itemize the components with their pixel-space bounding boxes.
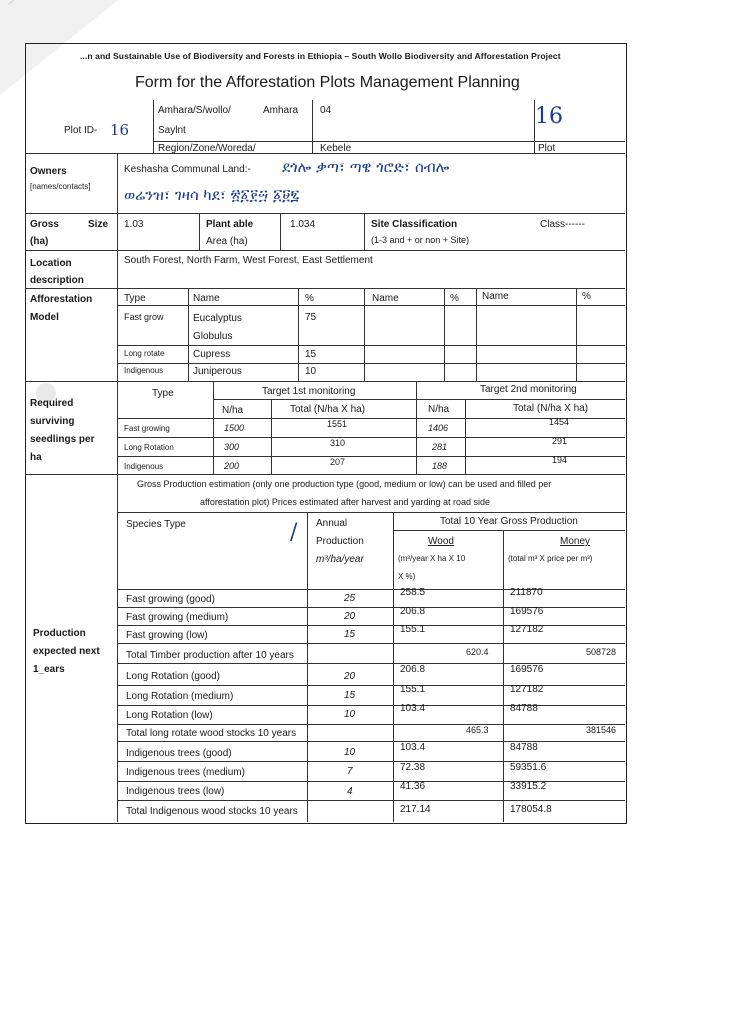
indig-good-wood: 103.4 — [400, 742, 426, 753]
wood-header: Wood — [428, 536, 454, 547]
gross-unit-label: (ha) — [30, 236, 49, 247]
long-low-wood: 103.4 — [400, 703, 426, 714]
model-row-name: Juniperous — [193, 366, 242, 377]
model-row-name2: Globulus — [193, 331, 233, 342]
nha-header: N/ha — [222, 405, 244, 416]
long-medium-label: Long Rotation (medium) — [126, 691, 234, 702]
plot-label: Plot — [538, 143, 556, 154]
divider — [117, 724, 625, 725]
seedlings-row-type: Indigenous — [124, 462, 164, 471]
fast-low-wood: 155.1 — [400, 624, 426, 635]
divider — [117, 625, 625, 626]
divider — [117, 363, 625, 364]
class-label: Class------ — [540, 219, 585, 230]
divider — [188, 288, 189, 381]
model-header-pct3: % — [582, 291, 591, 302]
long-medium-annual: 15 — [344, 690, 356, 701]
seedlings-row-type: Fast growing — [124, 424, 170, 433]
divider — [117, 705, 625, 706]
annual-header-3: m³/ha/year — [316, 554, 364, 565]
location-description-label: description — [30, 275, 84, 286]
long-good-label: Long Rotation (good) — [126, 671, 220, 682]
label-column-divider — [117, 153, 118, 822]
plantable-area-label: Area (ha) — [206, 236, 248, 247]
seedlings-row-n1: 1500 — [224, 423, 245, 433]
afforestation-label: Afforestation — [30, 294, 93, 305]
site-classification-label: Site Classification — [371, 219, 458, 230]
region-line1: Amhara/S/wollo/ — [158, 105, 231, 116]
long-low-annual: 10 — [344, 709, 356, 720]
plot-id-label: Plot ID- — [64, 125, 98, 136]
seedlings-per-label: seedlings per — [30, 434, 95, 445]
owners-handwritten-line2: ወሬንዝ፣ ገዛሳ ካደ፣ ፳፩፻፵ ፩፱፯ — [124, 186, 300, 204]
indig-medium-annual: 7 — [347, 766, 353, 777]
divider — [117, 456, 625, 457]
fast-medium-money: 169576 — [510, 606, 544, 617]
timber-total-wood: 620.4 — [466, 647, 489, 657]
divider — [364, 288, 365, 381]
long-medium-wood: 155.1 — [400, 684, 426, 695]
divider — [307, 512, 308, 822]
model-header-pct: % — [305, 293, 314, 304]
indig-total-label: Total Indigenous wood stocks 10 years — [126, 806, 298, 817]
indig-low-annual: 4 — [347, 786, 353, 797]
seedlings-row-n1: 200 — [224, 461, 240, 471]
plantable-value: 1.034 — [290, 219, 316, 230]
indig-medium-wood: 72.38 — [400, 762, 426, 773]
long-total-wood: 465.3 — [466, 725, 489, 735]
seedlings-row-t2: 1454 — [549, 417, 570, 427]
divider — [117, 643, 625, 644]
gross-label: Gross — [30, 219, 59, 230]
form-title: Form for the Afforestation Plots Management Planning — [135, 74, 520, 91]
fast-medium-label: Fast growing (medium) — [126, 612, 229, 623]
fast-good-label: Fast growing (good) — [126, 594, 215, 605]
divider — [117, 589, 625, 590]
region-label: Region/Zone/Woreda/ — [158, 143, 256, 154]
region-value: Amhara — [263, 105, 299, 116]
divider — [213, 381, 214, 474]
model-row-type: Fast grow — [124, 312, 164, 322]
kebele-label: Kebele — [320, 143, 352, 154]
target-1st-monitoring: Target 1st monitoring — [262, 386, 356, 397]
long-total-money: 381546 — [586, 725, 617, 735]
indig-good-label: Indigenous trees (good) — [126, 748, 232, 759]
row-divider — [25, 213, 625, 214]
indig-medium-label: Indigenous trees (medium) — [126, 767, 245, 778]
long-low-label: Long Rotation (low) — [126, 710, 213, 721]
production-intro-2: afforestation plot) Prices estimated after harvest and yarding at road side — [200, 497, 490, 507]
seedlings-row-t1: 310 — [330, 438, 346, 448]
divider — [416, 381, 417, 474]
fast-low-label: Fast growing (low) — [126, 630, 208, 641]
divider — [117, 437, 625, 438]
nha-header-2: N/ha — [428, 404, 450, 415]
seedlings-row-t1: 207 — [330, 457, 346, 467]
model-header-name: Name — [193, 293, 220, 304]
divider — [117, 761, 625, 762]
surviving-label: surviving — [30, 416, 75, 427]
kebele-value: 04 — [320, 105, 332, 116]
long-good-money: 169576 — [510, 664, 544, 675]
seedlings-row-t1: 1551 — [327, 419, 348, 429]
required-label: Required — [30, 398, 74, 409]
divider — [393, 530, 625, 531]
production-intro-1: Gross Production estimation (only one production type (good, medium or low) can be used and filled per — [137, 479, 552, 489]
seedlings-row-t2: 194 — [552, 455, 568, 465]
total-header-2: Total (N/ha X ha) — [513, 403, 589, 414]
indig-low-money: 33915.2 — [510, 781, 547, 792]
timber-total-money: 508728 — [586, 647, 617, 657]
divider — [364, 213, 365, 250]
model-label: Model — [30, 312, 59, 323]
owners-text: Keshasha Communal Land:- — [124, 164, 251, 175]
divider — [393, 512, 394, 822]
indig-good-annual: 10 — [344, 747, 356, 758]
project-header: ...n and Sustainable Use of Biodiversity and Forests in Ethiopia – South Wollo Biodiversity and Afforestation Project — [80, 51, 561, 61]
money-sub-header: (total m³ X price per m³) — [508, 554, 593, 563]
row-divider — [25, 288, 625, 289]
divider — [576, 288, 577, 381]
location-text: South Forest, North Farm, West Forest, East Settlement — [124, 255, 373, 266]
fast-good-wood: 258.5 — [400, 587, 426, 598]
seedlings-row-n1: 300 — [224, 442, 240, 452]
divider — [117, 607, 625, 608]
wood-sub-header: (m³/year X ha X 10 — [398, 554, 466, 563]
location-label: Location — [30, 258, 72, 269]
divider — [476, 288, 477, 381]
long-total-label: Total long rotate wood stocks 10 years — [126, 728, 297, 739]
model-header-name2: Name — [372, 293, 399, 304]
species-type-header: Species Type — [126, 519, 186, 530]
divider — [213, 399, 625, 400]
seedlings-type-header: Type — [152, 388, 174, 399]
fast-good-annual: 25 — [344, 593, 356, 604]
fast-low-money: 127182 — [510, 624, 544, 635]
gross-size-label: Size — [88, 219, 109, 230]
long-good-wood: 206.8 — [400, 664, 426, 675]
seedlings-row-t2: 291 — [552, 436, 568, 446]
total-header: Total (N/ha X ha) — [290, 404, 366, 415]
divider — [503, 530, 504, 822]
row-divider — [25, 250, 625, 251]
fast-good-money: 211870 — [510, 587, 543, 598]
owners-handwritten-line1: ደጎሎ ቃጣ፣ ጣዌ ጎሮድ፣ ሰብሎ — [282, 158, 450, 176]
fast-medium-wood: 206.8 — [400, 606, 426, 617]
divider — [199, 213, 200, 250]
indig-low-wood: 41.36 — [400, 781, 426, 792]
model-row-name: Cupress — [193, 349, 231, 360]
divider — [117, 800, 625, 801]
divider — [117, 741, 625, 742]
divider — [117, 345, 625, 346]
production-expected-label: expected next — [33, 646, 100, 657]
model-header-pct2: % — [450, 293, 459, 304]
production-label: Production — [33, 628, 86, 639]
row-divider — [25, 381, 625, 382]
indig-low-label: Indigenous trees (low) — [126, 786, 225, 797]
divider — [153, 100, 154, 153]
long-low-money: 84788 — [510, 703, 538, 714]
model-row-type: Long rotate — [124, 349, 165, 358]
model-header-type: Type — [124, 293, 146, 304]
long-medium-money: 127182 — [510, 684, 544, 695]
money-header: Money — [560, 536, 591, 547]
plot-id-value: 16 — [110, 121, 130, 139]
seedlings-row-type: Long Rotation — [124, 443, 174, 452]
indig-good-money: 84788 — [510, 742, 538, 753]
seedlings-row-n2: 1406 — [428, 423, 449, 433]
row-divider — [25, 153, 625, 154]
wood-sub-header-2: X %) — [398, 572, 416, 581]
model-row-pct: 75 — [305, 312, 317, 323]
divider — [312, 100, 313, 153]
model-row-type: Indigenous — [124, 366, 164, 375]
total-10-year-header: Total 10 Year Gross Production — [440, 516, 578, 527]
indig-total-wood: 217.14 — [400, 804, 431, 815]
ha-label: ha — [30, 452, 42, 463]
fast-medium-annual: 20 — [344, 611, 356, 622]
divider — [153, 141, 625, 142]
model-row-name: Eucalyptus — [193, 313, 242, 324]
divider — [117, 512, 625, 513]
site-classification-sub: (1-3 and + or non + Site) — [371, 235, 470, 245]
long-good-annual: 20 — [344, 671, 356, 682]
region-line2: Saylnt — [158, 125, 186, 136]
row-divider — [25, 474, 625, 475]
annual-header-1: Annual — [316, 518, 348, 529]
seedlings-row-n2: 281 — [432, 442, 448, 452]
model-header-name3: Name — [482, 291, 509, 302]
divider — [117, 663, 625, 664]
divider — [280, 213, 281, 250]
owners-sublabel: [names/contacts] — [30, 182, 91, 191]
plantable-label: Plant able — [206, 219, 254, 230]
indig-medium-money: 59351.6 — [510, 762, 547, 773]
model-row-pct: 15 — [305, 349, 317, 360]
target-2nd-monitoring: Target 2nd monitoring — [480, 384, 577, 395]
owners-label: Owners — [30, 166, 67, 177]
seedlings-row-n2: 188 — [432, 461, 448, 471]
gross-value: 1.03 — [124, 219, 144, 230]
divider — [117, 305, 625, 306]
divider — [117, 781, 625, 782]
plot-number: 16 — [535, 104, 563, 129]
divider — [444, 288, 445, 381]
model-row-pct: 10 — [305, 366, 317, 377]
pen-stroke-mark: / — [290, 520, 298, 545]
indig-total-money: 178054.8 — [510, 804, 552, 815]
divider — [298, 288, 299, 381]
divider — [117, 685, 625, 686]
fast-low-annual: 15 — [344, 629, 356, 640]
annual-header-2: Production — [316, 536, 364, 547]
timber-total-label: Total Timber production after 10 years — [126, 650, 294, 661]
production-years-label: 1_ears — [33, 664, 65, 675]
